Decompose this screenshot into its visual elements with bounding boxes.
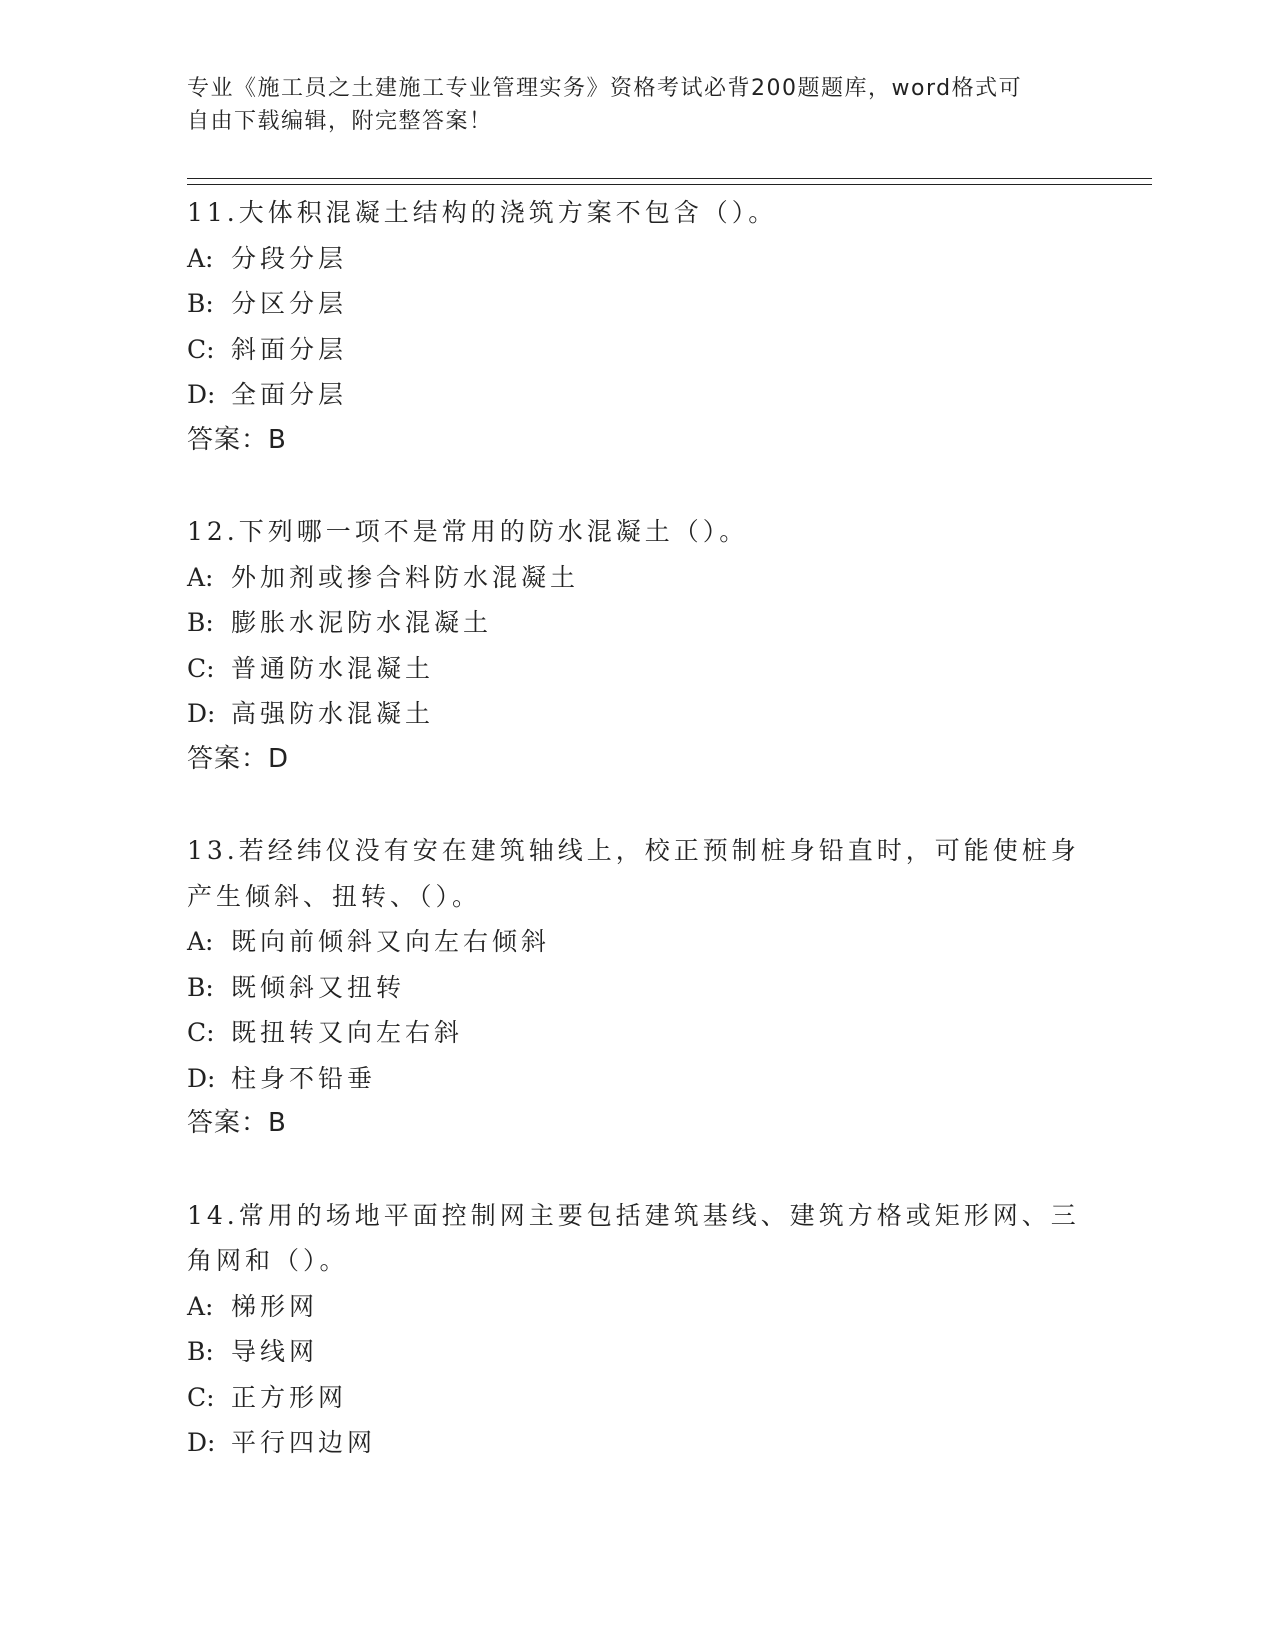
option-key: C: [187, 653, 215, 683]
document-header [187, 72, 1067, 138]
question-11 [187, 190, 1087, 463]
question-stem: 14.常用的场地平面控制网主要包括建筑基线、建筑方格或矩形网、三 [187, 1200, 1080, 1230]
answer-line: 答案：D [187, 743, 290, 774]
option-key: B: [187, 608, 214, 637]
option-key: D: [187, 380, 216, 409]
option-text: 正方形网 [231, 1382, 348, 1412]
option-text: 平行四边网 [231, 1428, 377, 1457]
option-b [187, 965, 1087, 1011]
option-text: 柱身不铅垂 [231, 1063, 377, 1093]
option-key: B: [187, 289, 214, 318]
answer-line: 答案：B [187, 1108, 287, 1138]
option-d [187, 1420, 1087, 1466]
option-key: B: [187, 1337, 214, 1366]
header-line-1: 专业《施工员之土建施工专业管理实务》资格考试必背200题题库，word格式可 [187, 76, 1023, 101]
option-a [187, 555, 1087, 601]
option-text: 梯形网 [231, 1291, 319, 1321]
option-a [187, 919, 1087, 965]
option-text: 既向前倾斜又向左右倾斜 [231, 927, 551, 956]
option-b [187, 1329, 1087, 1375]
option-c [187, 646, 1087, 692]
question-list [187, 190, 1087, 1512]
option-key: A: [187, 562, 214, 592]
option-b [187, 281, 1087, 327]
option-text: 膨胀水泥防水混凝土 [231, 608, 493, 637]
option-key: A: [187, 1291, 214, 1321]
option-a [187, 1284, 1087, 1330]
question-13 [187, 828, 1087, 1147]
option-key: D: [187, 1428, 216, 1457]
option-c [187, 1375, 1087, 1421]
header-line-2: 自由下载编辑，附完整答案！ [187, 109, 493, 134]
option-d [187, 1056, 1087, 1102]
option-text: 导线网 [231, 1337, 319, 1366]
option-b [187, 600, 1087, 646]
question-14 [187, 1193, 1087, 1466]
option-text: 高强防水混凝土 [231, 699, 435, 728]
answer-line: 答案：B [187, 424, 287, 455]
option-key: B: [187, 972, 214, 1002]
option-d [187, 372, 1087, 418]
option-text: 外加剂或掺合料防水混凝土 [231, 562, 580, 592]
question-stem: 11.大体积混凝土结构的浇筑方案不包含（）。 [187, 198, 778, 227]
option-text: 普通防水混凝土 [231, 653, 435, 683]
option-key: D: [187, 699, 216, 728]
option-text: 全面分层 [231, 380, 348, 409]
option-key: A: [187, 243, 214, 273]
option-d [187, 691, 1087, 737]
option-key: A: [187, 927, 214, 956]
question-stem-continued: 角网和（）。 [187, 1246, 349, 1275]
option-c [187, 1010, 1087, 1056]
option-key: D: [187, 1063, 216, 1093]
option-key: C: [187, 1018, 215, 1047]
option-a [187, 236, 1087, 282]
option-text: 分区分层 [231, 289, 348, 318]
question-stem-continued: 产生倾斜、扭转、（）。 [187, 881, 482, 911]
question-stem: 12.下列哪一项不是常用的防水混凝土（）。 [187, 517, 749, 546]
option-c [187, 327, 1087, 373]
question-stem: 13.若经纬仪没有安在建筑轴线上，校正预制桩身铅直时，可能使桩身 [187, 836, 1080, 865]
header-divider-bottom [187, 184, 1152, 185]
option-text: 既扭转又向左右斜 [231, 1018, 464, 1047]
option-text: 既倾斜又扭转 [231, 972, 406, 1002]
option-key: C: [187, 334, 215, 364]
question-12 [187, 509, 1087, 782]
option-text: 分段分层 [231, 243, 348, 273]
option-text: 斜面分层 [231, 334, 348, 364]
header-divider-top [187, 178, 1152, 179]
option-key: C: [187, 1382, 215, 1412]
